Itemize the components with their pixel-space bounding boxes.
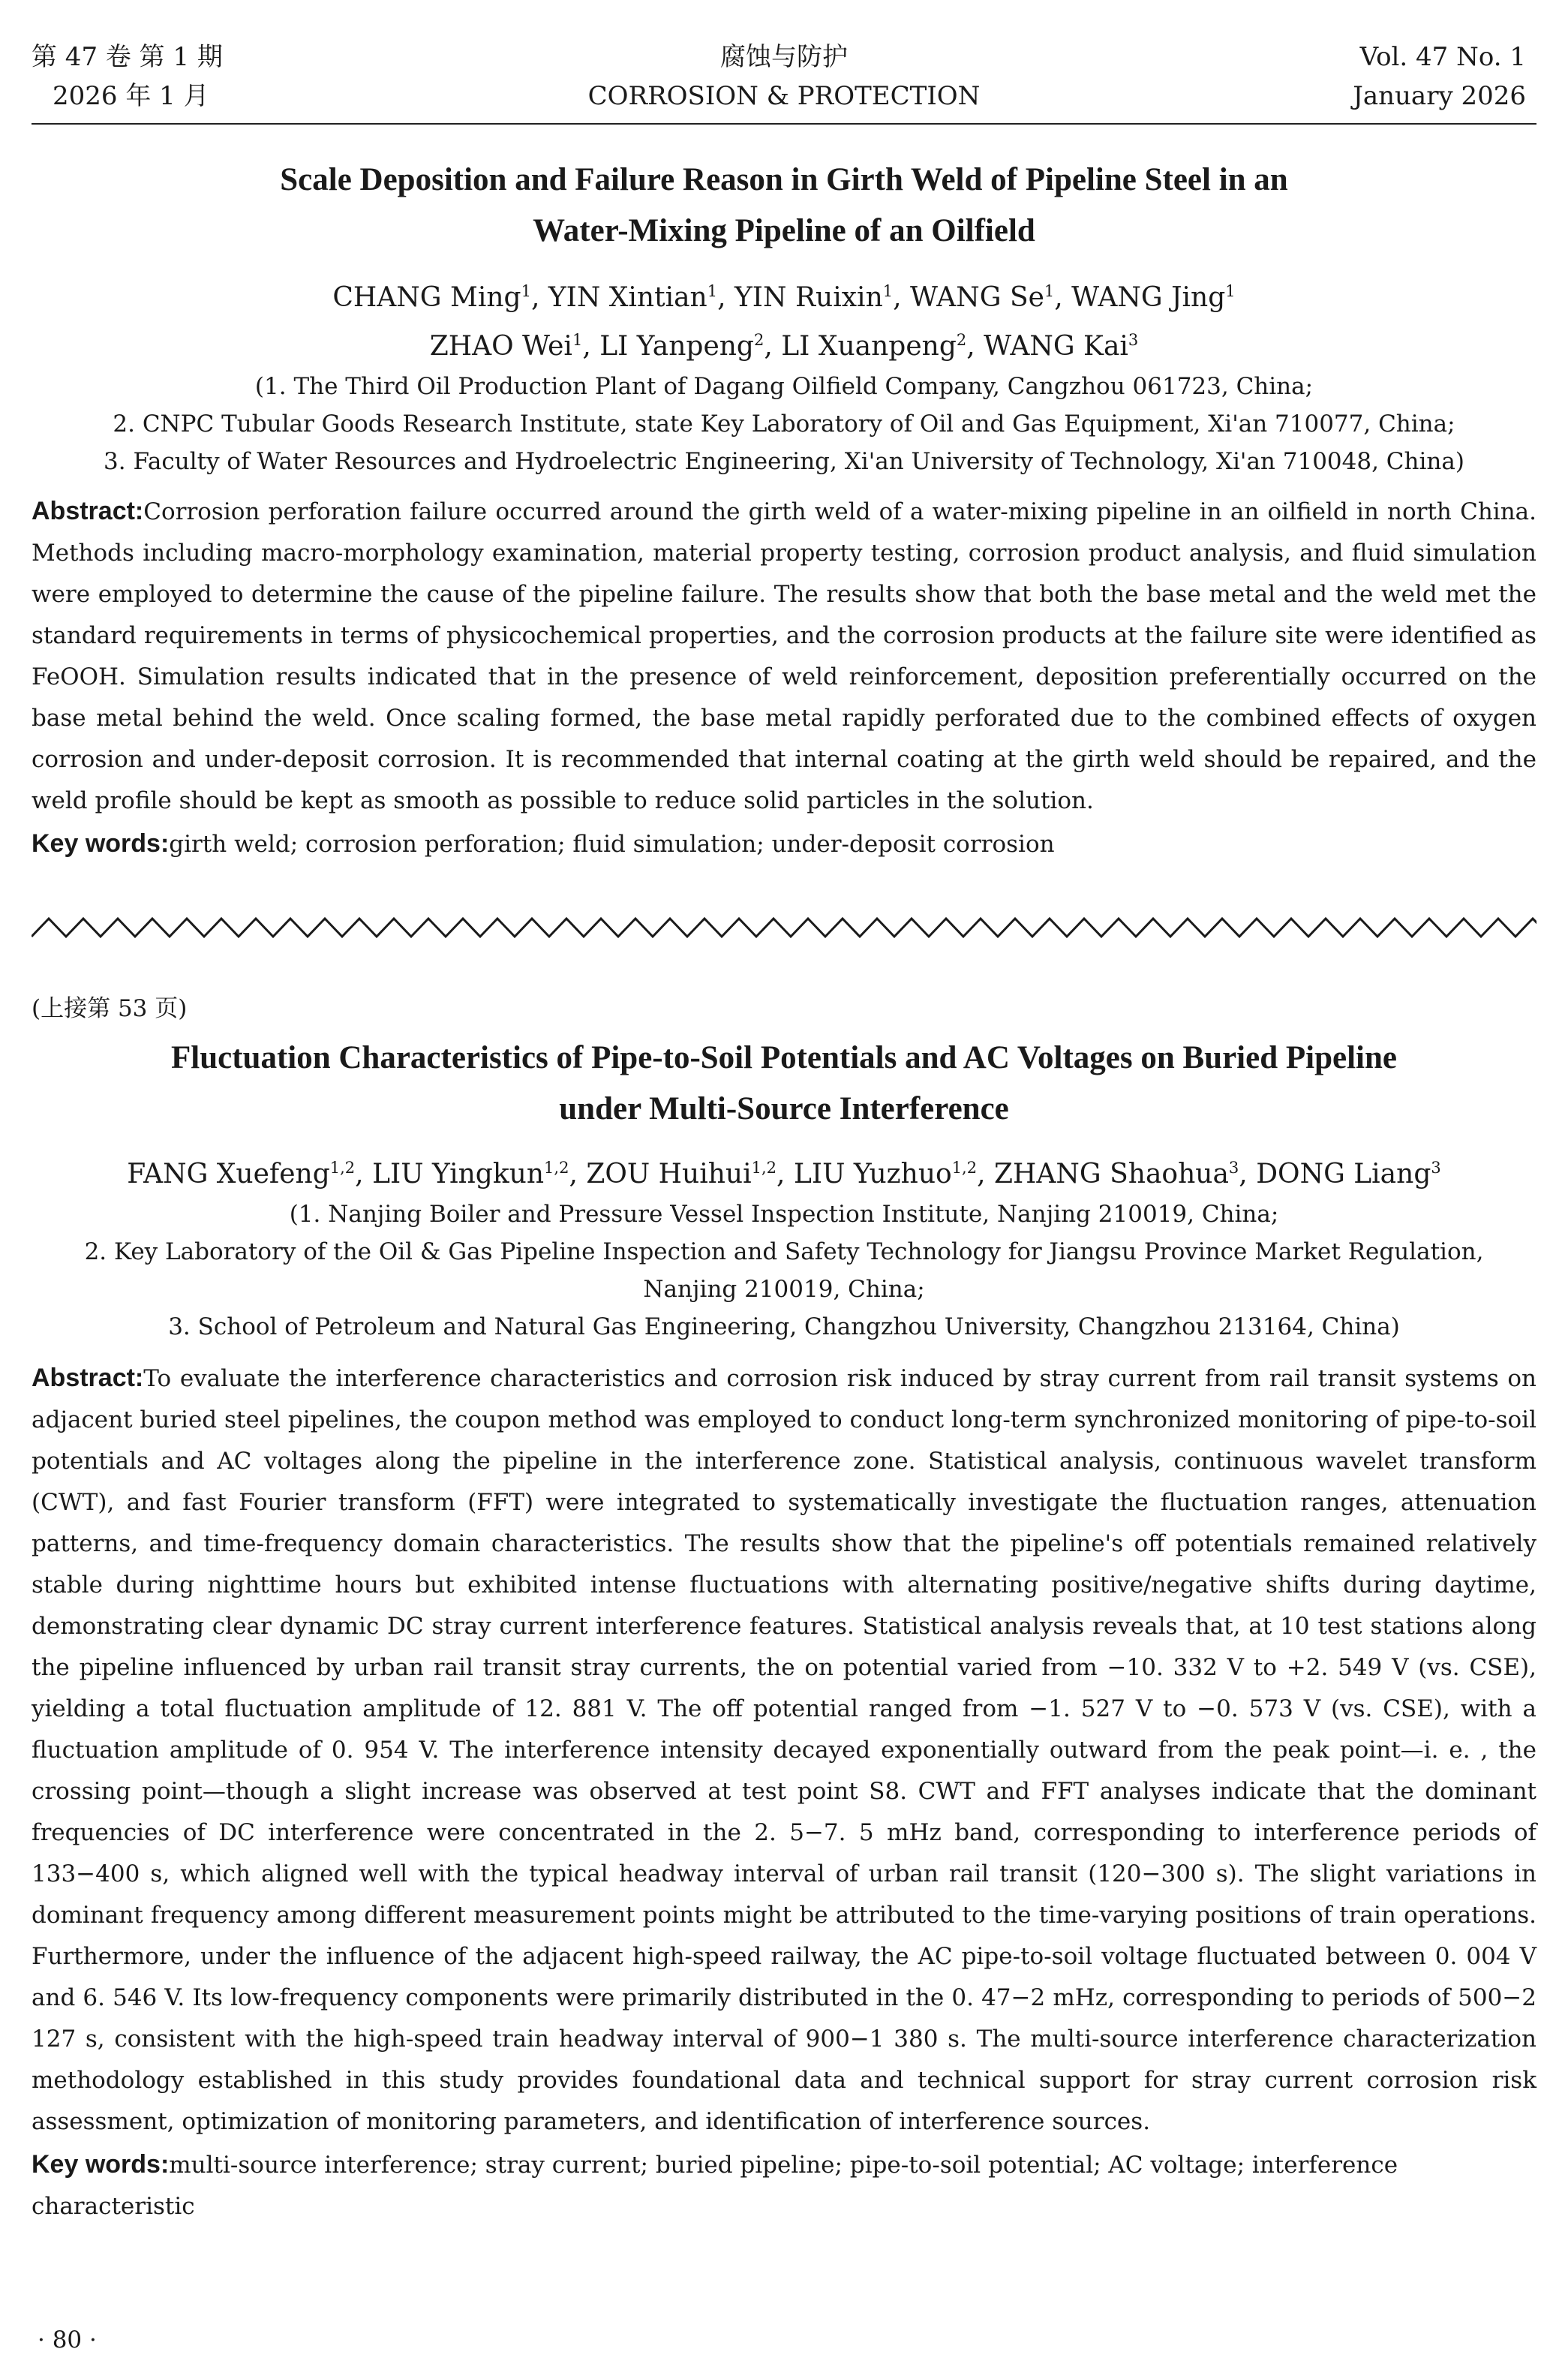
author-name: CHANG Ming [332, 282, 521, 313]
author-name: ZHAO Wei [429, 331, 572, 362]
author-affiliation-mark: 1 [572, 331, 583, 349]
author-name: FANG Xuefeng [127, 1159, 330, 1190]
article-2-abstract [32, 1358, 1536, 2143]
article-1-keywords [32, 823, 1536, 865]
continued-from-note: (上接第 53 页) [32, 995, 188, 1022]
author-affiliation-mark: 1,2 [329, 1159, 356, 1177]
author-name: LIU Yingkun [372, 1159, 545, 1190]
volume-issue-en: Vol. 47 No. 1 [1359, 42, 1526, 72]
keywords-label: Key words: [32, 2150, 170, 2179]
running-header [32, 38, 1536, 120]
article-2-title [32, 1033, 1536, 1135]
author-name: ZHANG Shaohua [993, 1159, 1229, 1190]
author-name: WANG Se [910, 282, 1044, 313]
journal-name-cn: 腐蚀与防护 [720, 42, 848, 72]
author-affiliation-mark: 1,2 [951, 1159, 978, 1177]
volume-issue-cn: 第 47 卷 第 1 期 [32, 42, 223, 72]
author-affiliation-mark: 2 [956, 331, 967, 349]
date-en: January 2026 [1353, 81, 1526, 111]
author-name: LIU Yuzhuo [793, 1159, 952, 1190]
article-2-title-line-1: Fluctuation Characteristics of Pipe-to-Soil Potentials and AC Voltages on Buried Pipeline [171, 1040, 1397, 1075]
article-1-authors [32, 270, 1536, 368]
author-name: WANG Kai [984, 331, 1128, 362]
author-affiliation-mark: 1 [707, 282, 718, 300]
keywords-label: Key words: [32, 829, 170, 858]
keywords-text: girth weld; corrosion perforation; fluid simulation; under-deposit corrosion [169, 831, 1055, 858]
affiliation-line: Nanjing 210019, China; [643, 1276, 925, 1303]
author-affiliation-mark: 3 [1128, 331, 1139, 349]
author-affiliation-mark: 1,2 [544, 1159, 569, 1177]
author-name: WANG Jing [1071, 282, 1226, 313]
author-affiliation-mark: 3 [1228, 1159, 1239, 1177]
article-1-title [32, 155, 1536, 257]
author-affiliation-mark: 1 [882, 282, 894, 300]
article-1 [32, 155, 1536, 865]
header-right [1353, 38, 1526, 116]
affiliation-line: 3. School of Petroleum and Natural Gas Engineering, Changzhou University, Changzhou 213164, China) [168, 1313, 1400, 1340]
author-affiliation-mark: 1 [521, 282, 531, 300]
date-cn: 2026 年 1 月 [53, 81, 209, 111]
affiliation-line: 3. Faculty of Water Resources and Hydroelectric Engineering, Xi'an University of Technology, Xi'an 710048, China) [104, 448, 1464, 475]
article-2 [32, 989, 1536, 2227]
author-name: YIN Xintian [548, 282, 707, 313]
article-2-title-line-2: under Multi-Source Interference [559, 1091, 1009, 1126]
author-name: LI Yanpeng [599, 331, 754, 362]
article-2-keywords [32, 2144, 1536, 2227]
author-affiliation-mark: 1 [1225, 282, 1236, 300]
abstract-label: Abstract: [32, 1364, 144, 1392]
abstract-text: To evaluate the interference characteristics and corrosion risk induced by stray current from rail transit systems on adjacent buried steel pipelines, the coupon method was employed to conduct long-term synchronized monitoring of pipe-to-soil potentials and AC voltages along the pipeline in the interference zone. Statistical analysis, continuous wavelet transform (CWT), and fast Fourier transform (FFT) were integrated to systematically investigate the fluctuation ranges, attenuation patterns, and time-frequency domain characteristics. The results show that the pipeline's off potentials remained relatively stable during nighttime hours but exhibited intense fluctuations with alternating positive/negative shifts during daytime, demonstrating clear dynamic DC stray current interference features. Statistical analysis reveals that, at 10 test stations along the pipeline influenced by urban rail transit stray currents, the on potential varied from −10. 332 V to +2. 549 V (vs. CSE), yielding a total fluctuation amplitude of 12. 881 V. The off potential ranged from −1. 527 V to −0. 573 V (vs. CSE), with a fluctuation amplitude of 0. 954 V. The interference intensity decayed exponentially outward from the peak point—i. e. , the crossing point—though a slight increase was observed at test point S8. CWT and FFT analyses indicate that the dominant frequencies of DC interference were concentrated in the 2. 5−7. 5 mHz band, corresponding to interference periods of 133−400 s, which aligned well with the typical headway interval of urban rail transit (120−300 s). The slight variations in dominant frequency among different measurement points might be attributed to the time-varying positions of train operations. Furthermore, under the influence of the adjacent high-speed railway, the AC pipe-to-soil voltage fluctuated between 0. 004 V and 6. 546 V. Its low-frequency components were primarily distributed in the 0. 47−2 mHz, corresponding to periods of 500−2 127 s, consistent with the high-speed train headway interval of 900−1 380 s. The multi-source interference characterization methodology established in this study provides foundational data and technical support for stray current corrosion risk assessment, optimization of monitoring parameters, and identification of interference sources. [32, 1365, 1536, 2135]
author-name: YIN Ruixin [734, 282, 883, 313]
article-1-title-line-1: Scale Deposition and Failure Reason in Girth Weld of Pipeline Steel in an [280, 162, 1288, 197]
header-center [32, 38, 1536, 116]
author-affiliation-mark: 2 [753, 331, 764, 349]
author-name: DONG Liang [1256, 1159, 1431, 1190]
affiliation-line: (1. Nanjing Boiler and Pressure Vessel Inspection Institute, Nanjing 210019, China; [289, 1201, 1279, 1228]
author-name: LI Xuanpeng [781, 331, 957, 362]
article-separator [32, 914, 1536, 941]
author-affiliation-mark: 1 [1044, 282, 1055, 300]
page-number: · 80 · [38, 2326, 97, 2353]
header-rule [32, 123, 1536, 125]
article-2-affiliations [32, 1196, 1536, 1346]
keywords-text: multi-source interference; stray current; buried pipeline; pipe-to-soil potential; AC voltage; interference characteristic [32, 2152, 1398, 2220]
article-1-affiliations [32, 368, 1536, 480]
author-affiliation-mark: 3 [1431, 1159, 1441, 1177]
abstract-text: Corrosion perforation failure occurred around the girth weld of a water-mixing pipeline in an oilfield in north China. Methods including macro-morphology examination, material property testing, corrosion product analysis, and fluid simulation were employed to determine the cause of the pipeline failure. The results show that both the base metal and the weld met the standard requirements in terms of physicochemical properties, and the corrosion products at the failure site were identified as FeOOH. Simulation results indicated that in the presence of weld reinforcement, deposition preferentially occurred on the base metal behind the weld. Once scaling formed, the base metal rapidly perforated due to the combined effects of oxygen corrosion and under-deposit corrosion. It is recommended that internal coating at the girth weld should be repaired, and the weld profile should be kept as smooth as possible to reduce solid particles in the solution. [32, 498, 1536, 814]
article-1-authors-line-2: ZHAO Wei$^1$, LI Yanpeng$^2$, LI Xuanpeng$^2$, WANG Kai$^3$ [429, 331, 1139, 362]
article-1-title-line-2: Water-Mixing Pipeline of an Oilfield [533, 213, 1035, 248]
journal-name-en: CORROSION & PROTECTION [587, 81, 981, 111]
author-name: ZOU Huihui [586, 1159, 752, 1190]
journal-page [32, 0, 1536, 2379]
affiliation-line: 2. CNPC Tubular Goods Research Institute, state Key Laboratory of Oil and Gas Equipment, Xi'an 710077, China; [113, 411, 1455, 438]
affiliation-line: (1. The Third Oil Production Plant of Dagang Oilfield Company, Cangzhou 061723, China; [254, 373, 1314, 400]
article-2-authors [32, 1147, 1536, 1196]
article-2-authors-line: FANG Xuefeng$^{1,2}$, LIU Yingkun$^{1,2}$, ZOU Huihui$^{1,2}$, LIU Yuzhuo$^{1,2}$, ZHANG Shaohua$^3$, DONG Liang$^3$ [127, 1159, 1441, 1190]
abstract-label: Abstract: [32, 497, 144, 525]
article-1-authors-line-1: CHANG Ming$^1$, YIN Xintian$^1$, YIN Ruixin$^1$, WANG Se$^1$, WANG Jing$^1$ [332, 282, 1236, 313]
article-1-abstract [32, 491, 1536, 822]
affiliation-line: 2. Key Laboratory of the Oil & Gas Pipeline Inspection and Safety Technology for Jiangsu Province Market Regulation, [84, 1238, 1484, 1265]
author-affiliation-mark: 1,2 [751, 1159, 777, 1177]
